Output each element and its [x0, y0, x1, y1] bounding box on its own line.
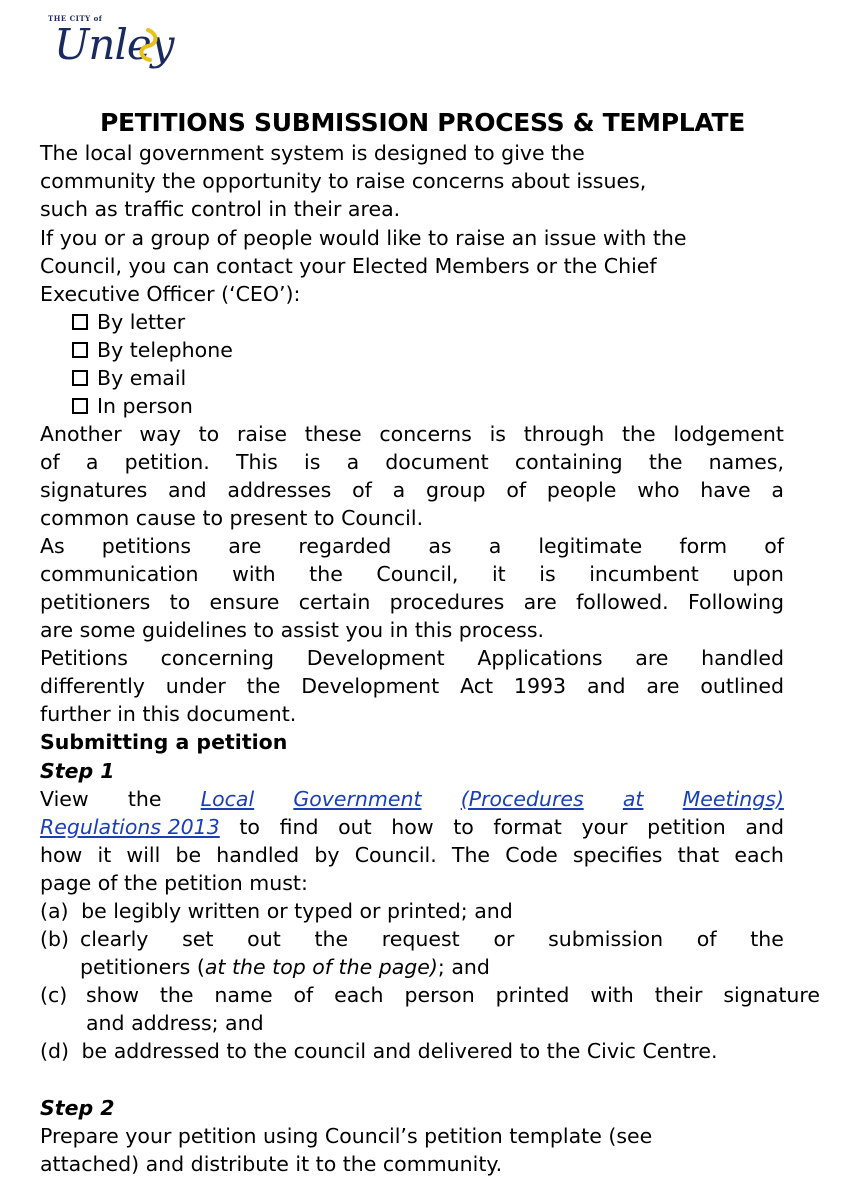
intro-line: such as traffic control in their area. [40, 197, 401, 221]
word: that [677, 843, 720, 867]
word: each [334, 983, 384, 1007]
intro-line: The local government system is designed to give the [40, 141, 585, 165]
word: as [428, 534, 452, 558]
word: it [491, 562, 506, 586]
word: format [493, 815, 562, 839]
word: The [451, 843, 491, 867]
justified-line [40, 841, 784, 869]
word: will [126, 843, 161, 867]
justified-line [40, 588, 784, 616]
unley-logo [44, 14, 174, 94]
justified-line [40, 644, 784, 672]
word: request [381, 927, 460, 951]
word: your [581, 815, 628, 839]
word: 1993 [513, 674, 567, 698]
checklist-item [72, 364, 186, 392]
logo-small-text: THE CITY of [48, 14, 103, 23]
word: to [198, 422, 220, 446]
paragraph-line: attached) and distribute it to the community. [40, 1152, 503, 1176]
word: differently [40, 674, 145, 698]
word: Development [306, 646, 445, 670]
word: of [293, 983, 314, 1007]
word: handled [701, 646, 784, 670]
word: are [635, 646, 669, 670]
paragraph-line: page of the petition must: [40, 871, 308, 895]
list-marker: (c) [40, 983, 68, 1007]
word: specifies [572, 843, 663, 867]
list-text: be legibly written or typed or printed; and [81, 899, 513, 923]
word: the [309, 562, 343, 586]
justified-line [40, 560, 784, 588]
word: the [648, 450, 683, 474]
contact-line: Executive Officer (‘CEO’): [40, 282, 301, 306]
word: under [165, 674, 226, 698]
checkbox-icon [72, 398, 88, 414]
word: to [453, 815, 474, 839]
regulations-link-word[interactable]: Meetings) [682, 787, 784, 811]
word: Development [301, 674, 440, 698]
word: the [750, 927, 784, 951]
word: document [385, 450, 489, 474]
word: a [346, 450, 360, 474]
word: out [247, 927, 281, 951]
contact-line: If you or a group of people would like to raise an issue with the [40, 226, 687, 250]
checklist-label: By telephone [97, 338, 233, 362]
step1-line2 [40, 813, 784, 841]
word: a [771, 478, 784, 502]
checklist-item [72, 336, 233, 364]
word: is [489, 422, 506, 446]
word: find [279, 815, 319, 839]
list-text: be addressed to the council and delivered to the Civic Centre. [81, 1039, 718, 1063]
word: are [646, 674, 680, 698]
section-heading: Submitting a petition [40, 730, 288, 754]
justified-line [86, 981, 820, 1009]
checklist-label: By email [97, 366, 187, 390]
word: through [523, 422, 605, 446]
justified-line [40, 672, 784, 700]
word: petitions [101, 534, 192, 558]
word: how [40, 843, 83, 867]
checkbox-icon [72, 314, 88, 330]
word: by [314, 843, 340, 867]
contact-line: Council, you can contact your Elected Members or the Chief [40, 254, 657, 278]
word: be [175, 843, 202, 867]
word: or [493, 927, 515, 951]
list-marker: (a) [40, 899, 69, 923]
regulations-link-word[interactable]: (Procedures [460, 787, 584, 811]
step1-line1 [40, 785, 784, 813]
word: addresses [227, 478, 332, 502]
word: the [159, 983, 194, 1007]
step-label: Step 1 [40, 759, 115, 783]
word: concerning [160, 646, 275, 670]
justified-line [40, 476, 784, 504]
word: the [127, 787, 162, 811]
regulations-link-word[interactable]: Regulations 2013 [40, 815, 220, 839]
word: incumbent [589, 562, 699, 586]
word: View [40, 787, 89, 811]
word: legitimate [538, 534, 643, 558]
word: each [734, 843, 784, 867]
word: raise [236, 422, 287, 446]
paragraph-line: further in this document. [40, 702, 297, 726]
paragraph-line: common cause to present to Council. [40, 506, 424, 530]
word: a [392, 478, 406, 502]
word: and [745, 815, 784, 839]
word: clearly [80, 927, 149, 951]
list-marker: (d) [40, 1039, 70, 1063]
word: This [235, 450, 278, 474]
word: handled [216, 843, 300, 867]
word: with [232, 562, 276, 586]
word: petition. [124, 450, 210, 474]
list-text: petitioners ( [80, 955, 205, 979]
word: set [182, 927, 214, 951]
paragraph-line: Prepare your petition using Council’s petition template (see [40, 1124, 653, 1148]
regulations-link-word[interactable]: Government [293, 787, 422, 811]
word: outlined [700, 674, 784, 698]
word: Another [40, 422, 122, 446]
word: the [246, 674, 281, 698]
regulations-link-word[interactable]: Local [200, 787, 255, 811]
word: are [523, 590, 557, 614]
word: Act [460, 674, 494, 698]
word: their [654, 983, 703, 1007]
list-item-continuation: and address; and [86, 1011, 264, 1035]
justified-line [80, 925, 784, 953]
word: procedures [389, 590, 505, 614]
word: have [700, 478, 751, 502]
paragraph-line: are some guidelines to assist you in this process. [40, 618, 545, 642]
word: of [352, 478, 372, 502]
word: a [488, 534, 502, 558]
word: Petitions [40, 646, 128, 670]
checkbox-icon [72, 342, 88, 358]
word: petition [647, 815, 726, 839]
word: a [85, 450, 99, 474]
word: it [97, 843, 112, 867]
word: show [86, 983, 139, 1007]
word: Council, [376, 562, 459, 586]
word: signatures [40, 478, 148, 502]
word: group [425, 478, 486, 502]
word: are [228, 534, 262, 558]
word: and [168, 478, 207, 502]
word: Code [505, 843, 558, 867]
checkbox-icon [72, 370, 88, 386]
word: upon [732, 562, 784, 586]
justified-line [40, 532, 784, 560]
intro-line: community the opportunity to raise concerns about issues, [40, 169, 647, 193]
word: Following [687, 590, 784, 614]
word: containing [514, 450, 623, 474]
word: name [214, 983, 273, 1007]
list-item-continuation [80, 953, 490, 981]
regulations-link-word[interactable]: at [622, 787, 644, 811]
word: and [586, 674, 626, 698]
word: certain [298, 590, 371, 614]
list-item [40, 1037, 718, 1065]
word: is [539, 562, 556, 586]
logo-name: Unley [54, 20, 174, 69]
word: way [139, 422, 181, 446]
justified-line [40, 448, 784, 476]
word: Applications [477, 646, 603, 670]
word: As [40, 534, 65, 558]
word: communication [40, 562, 199, 586]
word: of [40, 450, 60, 474]
word: petitioners [40, 590, 151, 614]
word: ensure [209, 590, 280, 614]
list-marker: (b) [40, 927, 70, 951]
word: followed. [576, 590, 669, 614]
word: the [622, 422, 656, 446]
list-text: ; and [437, 955, 490, 979]
page-title: PETITIONS SUBMISSION PROCESS & TEMPLATE [100, 108, 746, 137]
word: people [546, 478, 617, 502]
word: of [506, 478, 527, 502]
word: of [696, 927, 717, 951]
word: signature [723, 983, 820, 1007]
word: who [637, 478, 680, 502]
word: is [304, 450, 321, 474]
word: names, [708, 450, 784, 474]
word: of [764, 534, 784, 558]
word: the [314, 927, 349, 951]
word: lodgement [673, 422, 784, 446]
list-text-italic: at the top of the page) [204, 955, 438, 979]
list-item [40, 897, 513, 925]
justified-line [40, 420, 784, 448]
word: how [391, 815, 434, 839]
checklist-label: In person [97, 394, 193, 418]
word: to [169, 590, 191, 614]
word: submission [548, 927, 664, 951]
word: form [679, 534, 728, 558]
word: person [404, 983, 475, 1007]
checklist-label: By letter [97, 310, 186, 334]
word: concerns [379, 422, 472, 446]
word: printed [495, 983, 570, 1007]
word: these [304, 422, 362, 446]
checklist-item [72, 392, 193, 420]
word: regarded [298, 534, 392, 558]
logo-swirl-icon [128, 26, 162, 66]
word: with [590, 983, 634, 1007]
word: Council. [354, 843, 437, 867]
checklist-item [72, 308, 185, 336]
step-label: Step 2 [40, 1096, 115, 1120]
word: to [239, 815, 260, 839]
word: out [338, 815, 372, 839]
